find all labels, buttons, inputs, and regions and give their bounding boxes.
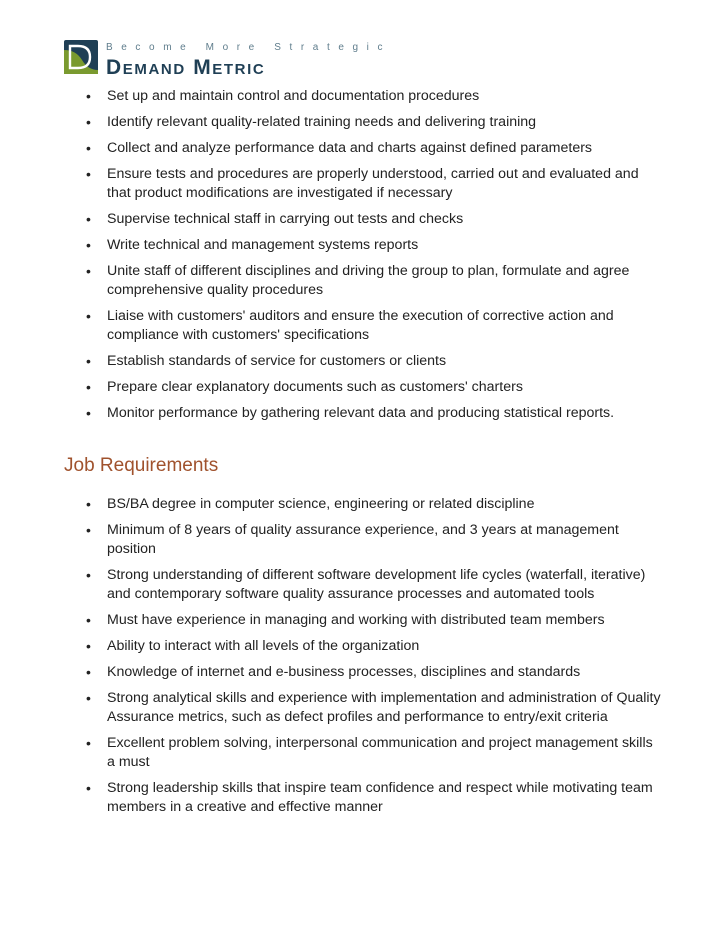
list-item: • Strong leadership skills that inspire team confidence and respect while motivating team members in a creative and effective manner	[84, 779, 664, 817]
list-item: • Minimum of 8 years of quality assurance experience, and 3 years at management position	[84, 521, 664, 559]
brand-logo	[64, 40, 391, 79]
list-item: • Strong analytical skills and experience with implementation and administration of Quality Assurance metrics, such as defect profiles and performance to entry/exit criteria	[84, 689, 664, 727]
list-item: • Unite staff of different disciplines and driving the group to plan, formulate and agree comprehensive quality procedures	[84, 262, 664, 300]
demand-metric-logo-icon	[64, 40, 98, 74]
list-item: • Supervise technical staff in carrying out tests and checks	[84, 210, 664, 229]
list-item: • Write technical and management systems reports	[84, 236, 664, 255]
list-item: • Collect and analyze performance data and charts against defined parameters	[84, 139, 664, 158]
list-item: • BS/BA degree in computer science, engineering or related discipline	[84, 495, 664, 514]
brand-name: Demand Metric	[106, 56, 266, 79]
list-item: • Must have experience in managing and working with distributed team members	[84, 611, 664, 630]
list-item: • Identify relevant quality-related training needs and delivering training	[84, 113, 664, 132]
list-item: • Liaise with customers' auditors and ensure the execution of corrective action and compliance with customers' specifications	[84, 307, 664, 345]
brand-tagline: Become More Strategic	[106, 42, 392, 53]
list-item: • Strong understanding of different software development life cycles (waterfall, iterative) and contemporary software quality assurance processes and automated tools	[84, 566, 664, 604]
job-requirements-heading: Job Requirements	[64, 455, 219, 476]
duties-list	[84, 87, 664, 430]
list-item: • Establish standards of service for customers or clients	[84, 352, 664, 371]
list-item: • Prepare clear explanatory documents such as customers' charters	[84, 378, 664, 397]
list-item: • Set up and maintain control and documentation procedures	[84, 87, 664, 106]
list-item: • Monitor performance by gathering relevant data and producing statistical reports.	[84, 404, 664, 423]
list-item: • Knowledge of internet and e-business processes, disciplines and standards	[84, 663, 664, 682]
requirements-list	[84, 495, 664, 824]
list-item: • Ensure tests and procedures are properly understood, carried out and evaluated and that product modifications are investigated if necessary	[84, 165, 664, 203]
list-item: • Ability to interact with all levels of the organization	[84, 637, 664, 656]
list-item: • Excellent problem solving, interpersonal communication and project management skills a must	[84, 734, 664, 772]
